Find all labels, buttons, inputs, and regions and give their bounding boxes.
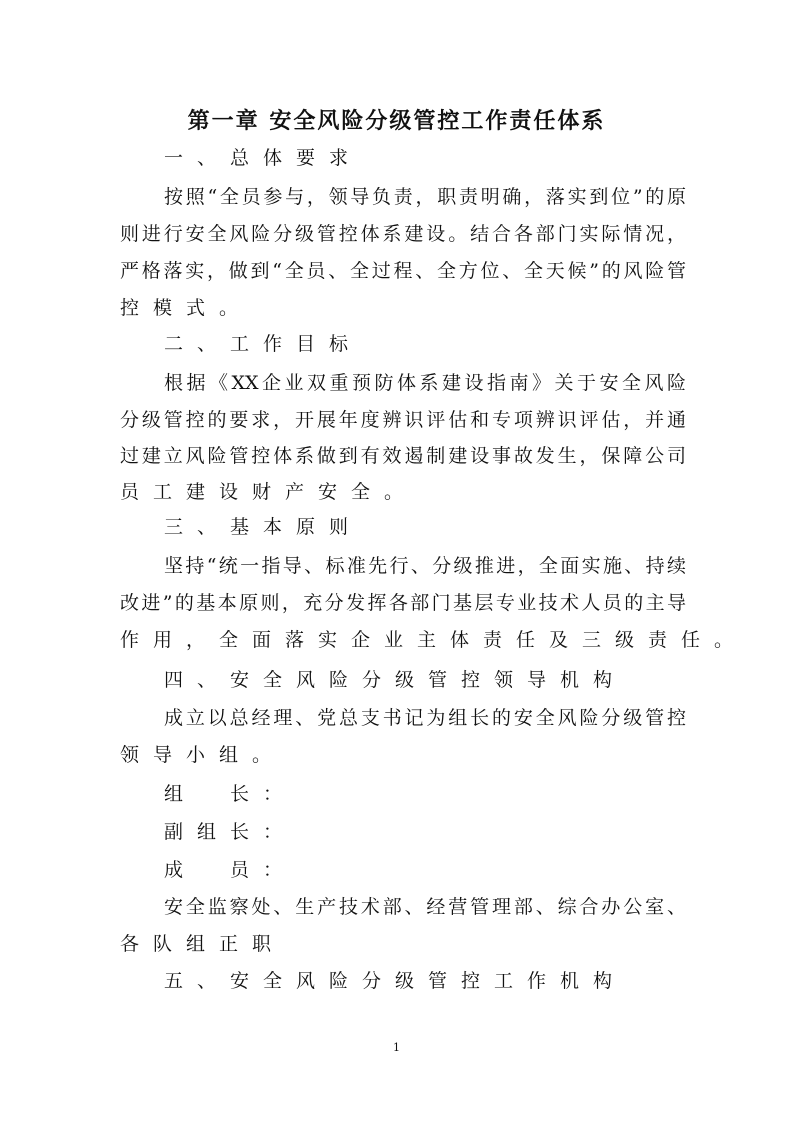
section-heading: 二、工作目标 bbox=[164, 333, 363, 355]
paragraph-line: 改进”的基本原则，充分发挥各部门基层专业技术人员的主导 bbox=[120, 592, 686, 614]
paragraph-line: 则进行安全风险分级管控体系建设。结合各部门实际情况， bbox=[120, 223, 686, 245]
page-number: 1 bbox=[393, 1041, 400, 1054]
paragraph-line: 领导小组。 bbox=[120, 744, 286, 766]
paragraph-line: 按照“全员参与，领导负责，职责明确，落实到位”的原 bbox=[164, 186, 686, 208]
paragraph-line: 成 员： bbox=[164, 859, 297, 881]
paragraph-line: 根据《XX企业双重预防体系建设指南》关于安全风险 bbox=[164, 372, 686, 394]
paragraph-line: 严格落实，做到“全员、全过程、全方位、全天候”的风险管 bbox=[120, 260, 686, 282]
paragraph-line: 作用，全面落实企业主体责任及三级责任。 bbox=[120, 629, 748, 651]
paragraph-line: 过建立风险管控体系做到有效遏制建设事故发生，保障公司 bbox=[120, 445, 686, 467]
paragraph-line: 分级管控的要求，开展年度辨识评估和专项辨识评估，并通 bbox=[120, 409, 686, 431]
section-heading: 一、总体要求 bbox=[164, 147, 363, 169]
paragraph-line: 成立以总经理、党总支书记为组长的安全风险分级管控 bbox=[164, 707, 686, 729]
paragraph-line: 控模式。 bbox=[120, 297, 253, 319]
section-heading: 三、基本原则 bbox=[164, 516, 363, 538]
paragraph-line: 安全监察处、生产技术部、经营管理部、综合办公室、 bbox=[164, 896, 686, 918]
paragraph-line: 组 长： bbox=[164, 783, 297, 805]
section-heading: 五、安全风险分级管控工作机构 bbox=[164, 970, 627, 992]
section-heading: 四、安全风险分级管控领导机构 bbox=[164, 669, 627, 691]
paragraph-line: 坚持“统一指导、标准先行、分级推进，全面实施、持续 bbox=[164, 555, 686, 577]
paragraph-line: 副组长： bbox=[164, 821, 297, 843]
paragraph-line: 员工建设财产安全。 bbox=[120, 481, 418, 503]
paragraph-line: 各队组正职 bbox=[120, 933, 286, 955]
chapter-title: 第一章 安全风险分级管控工作责任体系 bbox=[187, 109, 606, 134]
